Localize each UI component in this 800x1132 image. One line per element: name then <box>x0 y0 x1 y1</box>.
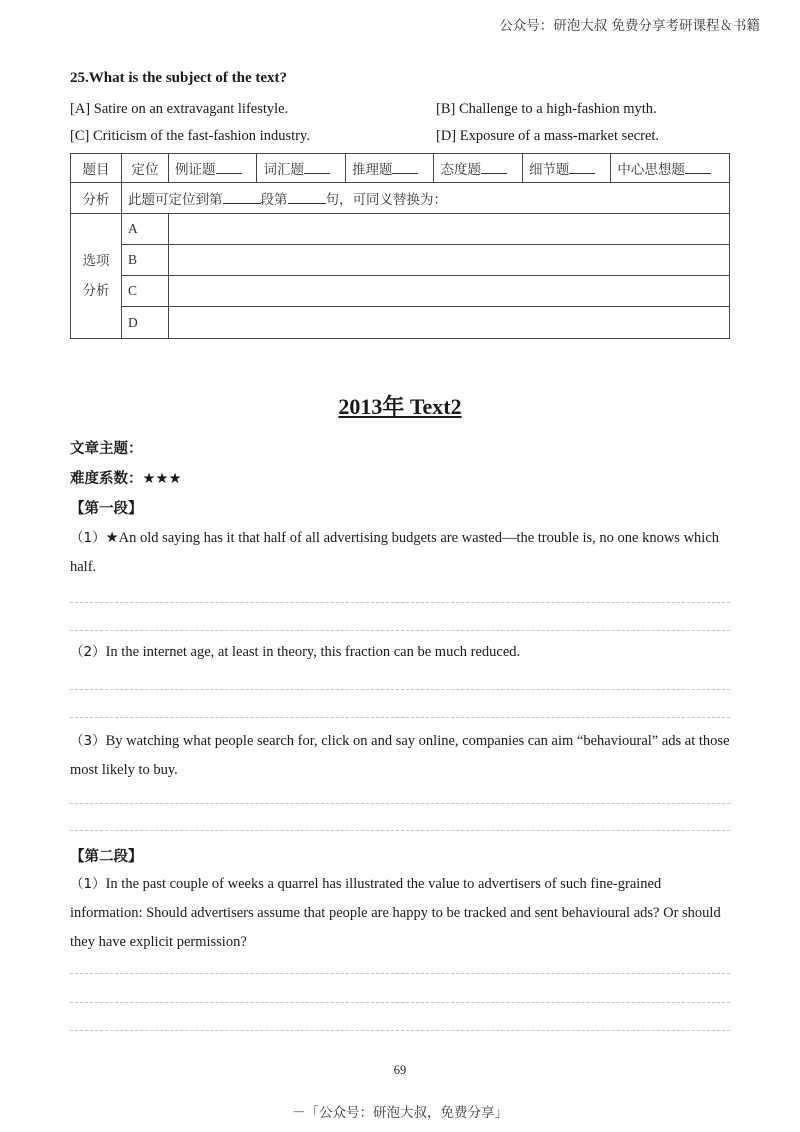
label-locate: 定位 <box>122 154 169 183</box>
header-watermark: 公众号：研泡大叔 免费分享考研课程＆书籍 <box>499 18 760 34</box>
question-title: 25.What is the subject of the text? <box>70 70 288 86</box>
type-main-idea: 中心思想题 <box>611 154 730 183</box>
label-analysis: 分析 <box>71 183 122 214</box>
answer-line <box>70 717 730 718</box>
answer-line <box>70 602 730 603</box>
footer-watermark: －「公众号：研泡大叔，免费分享」 <box>292 1105 508 1121</box>
option-analysis-b <box>169 245 730 276</box>
type-attitude: 态度题 <box>434 154 522 183</box>
answer-line <box>70 1030 730 1031</box>
p1-sentence-2: （2）In the internet age, at least in theory, this fraction can be much reduced. <box>70 644 521 660</box>
type-detail: 细节题 <box>522 154 610 183</box>
option-letter-a: A <box>122 214 169 245</box>
p1-sentence-3: （3）By watching what people search for, click on and say online, companies can aim “behavioural” ads at those most likely to buy. <box>70 733 730 778</box>
option-analysis-c <box>169 276 730 307</box>
answer-line <box>70 803 730 804</box>
option-letter-d: D <box>122 307 169 339</box>
type-vocabulary: 词汇题 <box>257 154 345 183</box>
section-title: 2013年 Text2 <box>338 394 462 419</box>
p1-sentence-1: （1）★An old saying has it that half of all advertising budgets are wasted—the trouble is, no one knows which half. <box>70 530 720 575</box>
analysis-table <box>70 153 730 339</box>
paragraph2-heading: 【第二段】 <box>70 849 143 865</box>
option-b: [B] Challenge to a high-fashion myth. <box>436 101 657 117</box>
difficulty-label: 难度系数：★★★ <box>70 471 182 487</box>
option-c: [C] Criticism of the fast-fashion industry. <box>70 128 310 144</box>
option-letter-c: C <box>122 276 169 307</box>
page-number: 69 <box>393 1063 407 1077</box>
answer-line <box>70 830 730 831</box>
option-analysis-a <box>169 214 730 245</box>
option-letter-b: B <box>122 245 169 276</box>
option-analysis-d <box>169 307 730 339</box>
theme-label: 文章主题： <box>70 441 143 457</box>
type-example: 例证题 <box>169 154 257 183</box>
option-a: [A] Satire on an extravagant lifestyle. <box>70 101 289 117</box>
answer-line <box>70 1002 730 1003</box>
option-d: [D] Exposure of a mass-market secret. <box>436 128 660 144</box>
answer-line <box>70 630 730 631</box>
type-inference: 推理题 <box>345 154 433 183</box>
label-option-analysis: 选项 分析 <box>71 214 122 339</box>
paragraph1-heading: 【第一段】 <box>70 501 143 517</box>
answer-line <box>70 973 730 974</box>
label-question: 题目 <box>71 154 122 183</box>
locate-sentence: 此题可定位到第 段第 句，可同义替换为： <box>122 183 730 214</box>
p2-sentence-1: （1）In the past couple of weeks a quarrel has illustrated the value to advertisers of such fine-grained information: Should advertisers assume that people are happy to be tracked and sent behavioural ads? Or should they have explicit permission? <box>70 876 721 950</box>
answer-line <box>70 689 730 690</box>
